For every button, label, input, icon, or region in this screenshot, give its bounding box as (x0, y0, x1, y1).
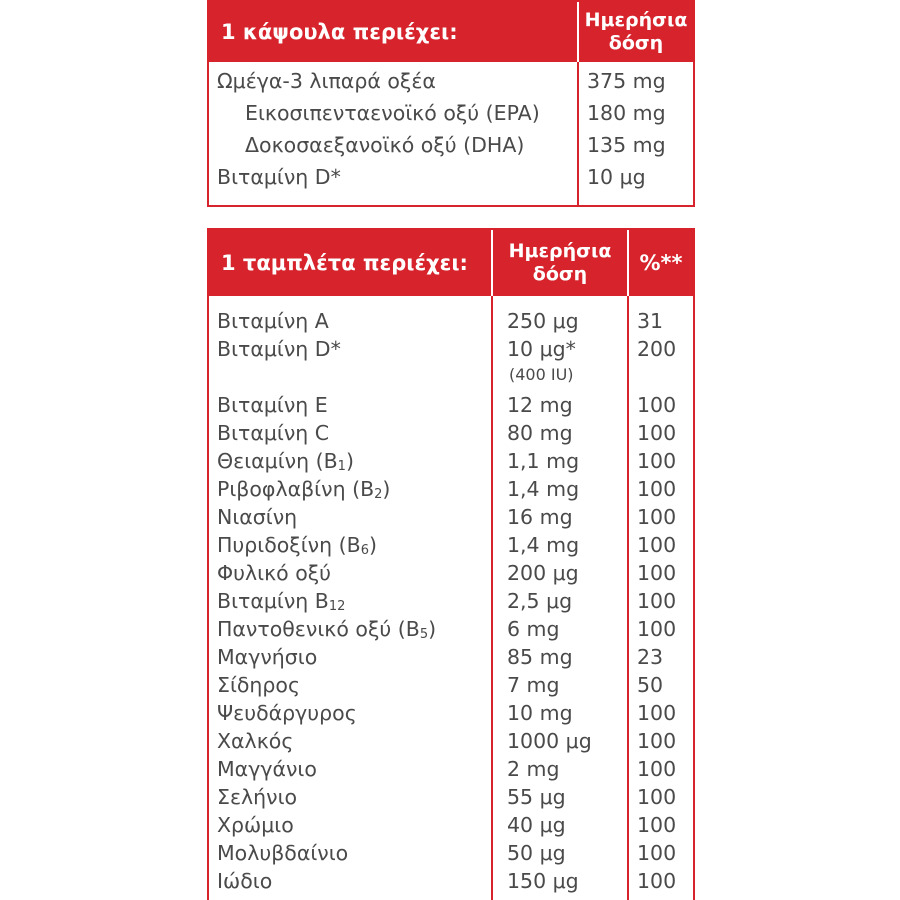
tablet-row (209, 811, 693, 839)
capsule-header-label: 1 κάψουλα περιέχει: (221, 20, 458, 44)
nutrient-percent: 100 (637, 421, 677, 445)
capsule-row (209, 99, 693, 127)
tablet-row (209, 755, 693, 783)
tablet-row (209, 447, 693, 475)
nutrient-percent: 100 (637, 757, 677, 781)
nutrient-name: Σίδηρος (217, 673, 301, 697)
nutrient-name: Ψευδάργυρος (217, 701, 357, 725)
nutrient-name: Ωμέγα-3 λιπαρά οξέα (217, 69, 436, 93)
nutrient-percent: 200 (637, 337, 677, 361)
nutrient-dose: 10 μg (587, 165, 646, 189)
nutrient-percent: 23 (637, 645, 664, 669)
tablet-nutrition-table (207, 228, 695, 900)
tablet-row (209, 475, 693, 503)
nutrient-percent: 100 (637, 533, 677, 557)
capsule-row (209, 163, 693, 191)
nutrient-dose: 7 mg (507, 673, 560, 697)
nutrient-name: Φυλικό οξύ (217, 561, 332, 585)
nutrient-dose: 10 μg* (507, 337, 576, 361)
capsule-row (209, 67, 693, 95)
nutrient-name: Βιταμίνη D* (217, 165, 341, 189)
tablet-row (209, 419, 693, 447)
nutrient-dose: 200 μg (507, 561, 579, 585)
capsule-nutrition-table (207, 0, 695, 207)
nutrient-percent: 31 (637, 309, 664, 333)
nutrient-name: Βιταμίνη E (217, 393, 328, 417)
tablet-header-label: 1 ταμπλέτα περιέχει: (221, 251, 468, 275)
nutrient-dose: 40 μg (507, 813, 566, 837)
tablet-row (209, 699, 693, 727)
nutrient-percent: 100 (637, 617, 677, 641)
nutrient-name: Πυριδοξίνη $(B_6)$ (217, 533, 377, 558)
nutrient-name: Νιασίνη (217, 505, 298, 529)
nutrient-dose: 1,1 mg (507, 449, 580, 473)
tablet-row (209, 503, 693, 531)
nutrient-dose: 150 μg (507, 869, 579, 893)
nutrient-dose: 2,5 μg (507, 589, 573, 613)
capsule-row (209, 131, 693, 159)
tablet-header-dose: Ημερήσια δόση (491, 230, 627, 296)
nutrient-percent: 100 (637, 449, 677, 473)
nutrient-percent: 100 (637, 729, 677, 753)
nutrient-dose: 1000 μg (507, 729, 592, 753)
nutrient-name: Θειαμίνη $(B_1)$ (217, 449, 354, 474)
nutrient-name: Βιταμίνη A (217, 309, 329, 333)
nutrient-dose: 50 μg (507, 841, 566, 865)
nutrient-dose: 1,4 mg (507, 477, 580, 501)
nutrient-name: Σελήνιο (217, 785, 298, 809)
nutrient-name: Δοκοσαεξανοϊκό οξύ (DHA) (245, 133, 525, 157)
nutrient-dose: 55 μg (507, 785, 566, 809)
nutrient-percent: 100 (637, 701, 677, 725)
tablet-row (209, 867, 693, 895)
nutrient-dose: 6 mg (507, 617, 560, 641)
nutrient-percent: 100 (637, 841, 677, 865)
tablet-row (209, 615, 693, 643)
tablet-header-percent: %** (627, 230, 693, 296)
tablet-row (209, 531, 693, 559)
nutrient-percent: 50 (637, 673, 664, 697)
nutrient-dose: 80 mg (507, 421, 573, 445)
tablet-table-header (209, 230, 693, 296)
nutrient-percent: 100 (637, 869, 677, 893)
nutrient-percent: 100 (637, 589, 677, 613)
nutrient-name: Παντοθενικό οξύ $(B_5)$ (217, 617, 437, 642)
nutrient-percent: 100 (637, 561, 677, 585)
nutrient-name: Χαλκός (217, 729, 294, 753)
nutrient-name: Ριβοφλαβίνη $(B_2)$ (217, 477, 391, 502)
tablet-row (209, 643, 693, 671)
nutrient-percent: 100 (637, 393, 677, 417)
capsule-header-dose: Ημερήσια δόση (577, 2, 693, 62)
nutrient-name: Μαγγάνιο (217, 757, 317, 781)
nutrient-dose: 85 mg (507, 645, 573, 669)
nutrient-dose: 1,4 mg (507, 533, 580, 557)
nutrient-name: Ιώδιο (217, 869, 273, 893)
nutrient-dose: 375 mg (587, 69, 666, 93)
nutrient-dose-note: (400 IU) (509, 365, 574, 384)
nutrient-percent: 100 (637, 477, 677, 501)
tablet-row (209, 671, 693, 699)
nutrient-name: Μαγνήσιο (217, 645, 318, 669)
capsule-table-header (209, 2, 693, 62)
tablet-row (209, 587, 693, 615)
nutrient-dose: 135 mg (587, 133, 666, 157)
nutrient-percent: 100 (637, 785, 677, 809)
nutrient-name: Βιταμίνη $B_{12}$ (217, 589, 346, 614)
tablet-row (209, 307, 693, 335)
tablet-row (209, 391, 693, 419)
tablet-row (209, 335, 693, 384)
tablet-row (209, 783, 693, 811)
nutrient-name: Χρώμιο (217, 813, 294, 837)
nutrient-name: Βιταμίνη C (217, 421, 330, 445)
nutrient-dose: 250 μg (507, 309, 579, 333)
nutrient-name: Βιταμίνη D* (217, 337, 341, 361)
nutrient-dose: 12 mg (507, 393, 573, 417)
nutrient-name: Μολυβδαίνιο (217, 841, 349, 865)
tablet-row (209, 727, 693, 755)
tablet-row (209, 559, 693, 587)
nutrient-percent: 100 (637, 505, 677, 529)
nutrient-dose: 10 mg (507, 701, 573, 725)
nutrient-percent: 100 (637, 813, 677, 837)
nutrient-dose: 16 mg (507, 505, 573, 529)
tablet-row (209, 839, 693, 867)
nutrient-dose: 2 mg (507, 757, 560, 781)
nutrient-name: Εικοσιπενταενοϊκό οξύ (EPA) (245, 101, 540, 125)
nutrient-dose: 180 mg (587, 101, 666, 125)
